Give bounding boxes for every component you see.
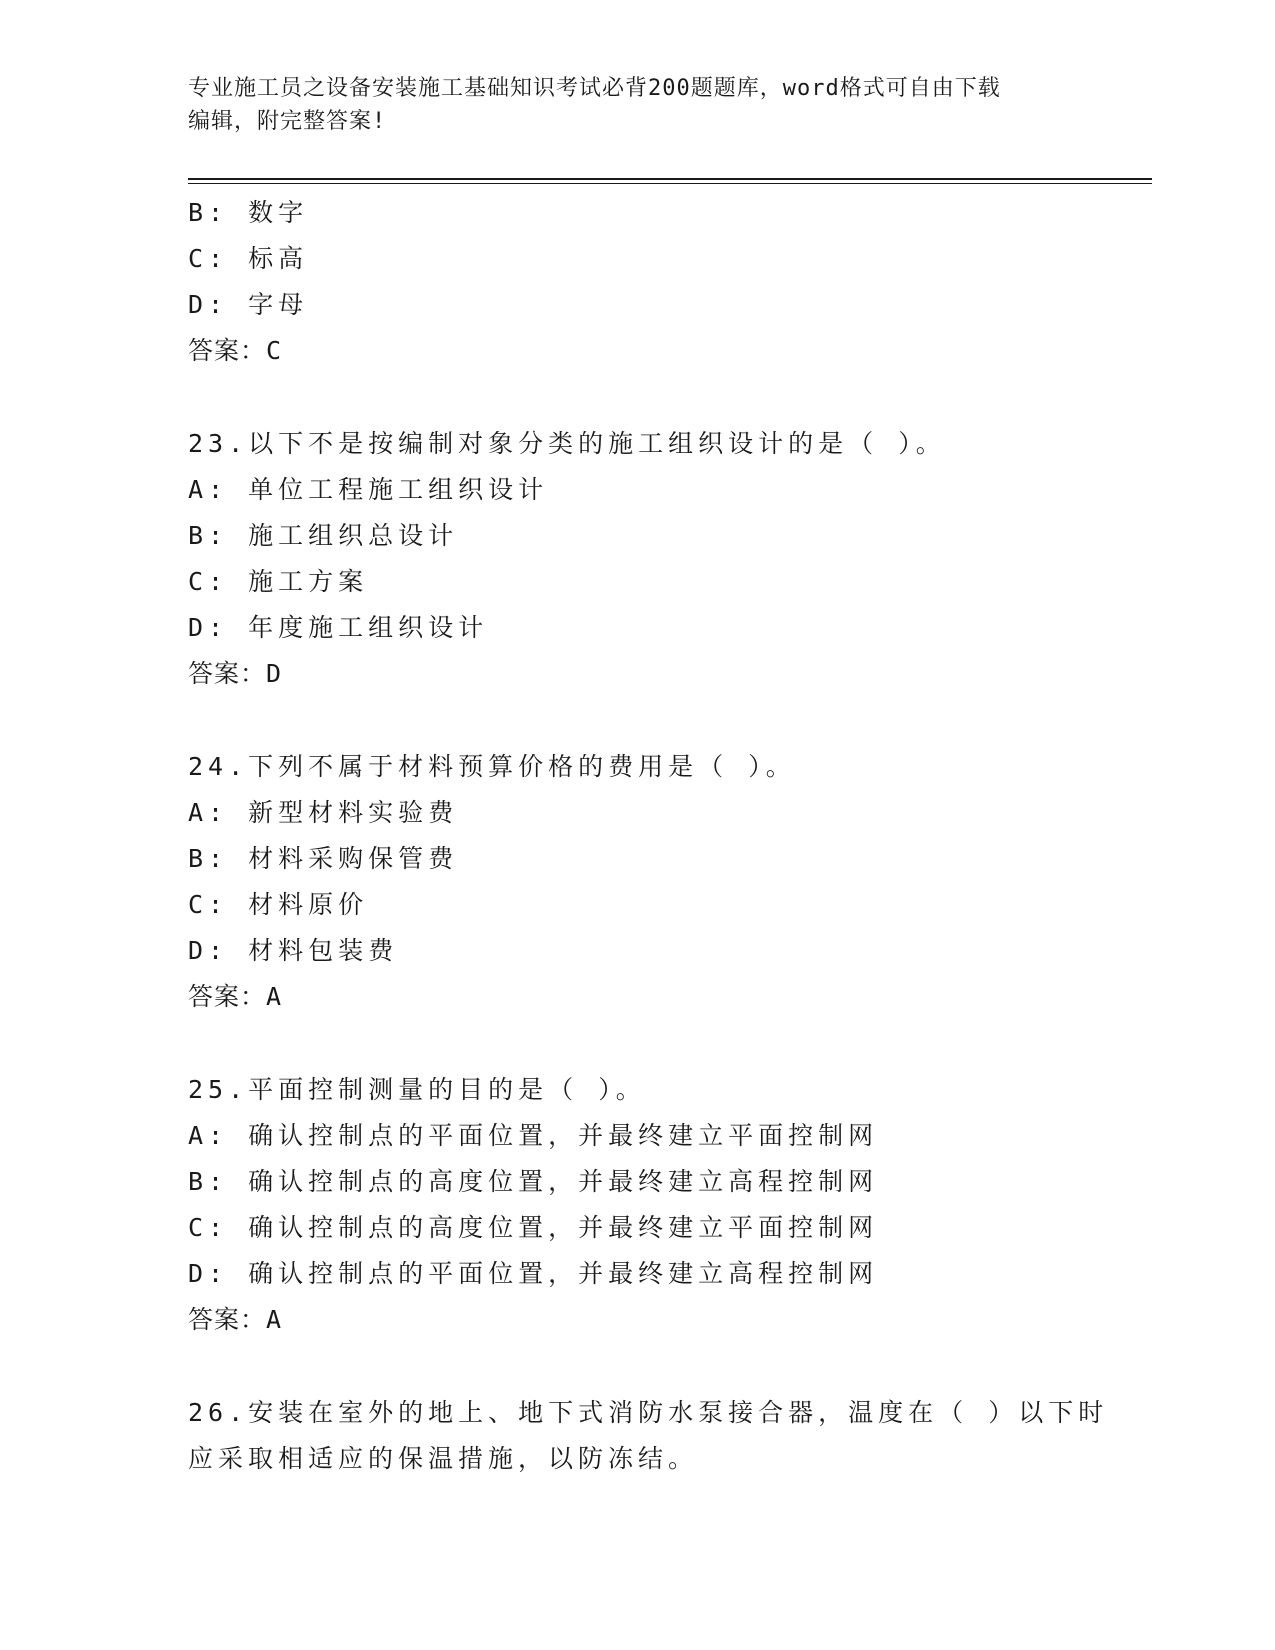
option-a: A: 新型材料实验费 <box>188 798 459 827</box>
spacer <box>188 1343 1088 1390</box>
question-text: 24.下列不属于材料预算价格的费用是（ ）。 <box>188 752 796 781</box>
question-text: 23.以下不是按编制对象分类的施工组织设计的是（ ）。 <box>188 429 946 458</box>
question-list <box>188 190 1109 1482</box>
option-a: A: 单位工程施工组织设计 <box>188 475 549 504</box>
question-22-block <box>188 190 1088 374</box>
answer-value: D <box>266 659 283 688</box>
answer-label: 答案： <box>188 982 267 1011</box>
question-25-block <box>188 1067 1088 1343</box>
answer-line <box>188 328 1088 374</box>
option-d: D: 确认控制点的平面位置，并最终建立高程控制网 <box>188 1259 879 1288</box>
answer-value: A <box>266 982 283 1011</box>
header-title-line-1: 专业施工员之设备安装施工基础知识考试必背200题题库，word格式可自由下载 <box>188 76 1001 101</box>
header-title-line-2: 编辑，附完整答案! <box>188 109 387 134</box>
option-b: B: 数字 <box>188 198 309 227</box>
question-24-block <box>188 744 1088 1020</box>
answer-line <box>188 974 1088 1020</box>
answer-label: 答案： <box>188 1305 267 1334</box>
option-c: C: 施工方案 <box>188 567 369 596</box>
spacer <box>188 1020 1088 1067</box>
option-d: D: 材料包装费 <box>188 936 399 965</box>
answer-line <box>188 1297 1088 1343</box>
question-23-block <box>188 421 1088 697</box>
spacer <box>188 374 1088 421</box>
answer-value: C <box>266 336 283 365</box>
answer-line <box>188 651 1088 697</box>
option-b: B: 确认控制点的高度位置，并最终建立高程控制网 <box>188 1167 879 1196</box>
option-d: D: 字母 <box>188 290 309 319</box>
question-text-line-2: 应采取相适应的保温措施，以防冻结。 <box>188 1444 699 1473</box>
question-26-block <box>188 1390 1109 1482</box>
question-text: 25.平面控制测量的目的是（ ）。 <box>188 1075 646 1104</box>
document-header <box>188 72 1088 138</box>
header-rule-thick <box>188 178 1152 180</box>
header-rule-thin <box>188 183 1152 184</box>
option-d: D: 年度施工组织设计 <box>188 613 489 642</box>
option-c: C: 材料原价 <box>188 890 369 919</box>
answer-label: 答案： <box>188 659 267 688</box>
option-b: B: 材料采购保管费 <box>188 844 459 873</box>
answer-label: 答案： <box>188 336 267 365</box>
question-text-line-1: 26.安装在室外的地上、地下式消防水泵接合器，温度在（ ）以下时 <box>188 1398 1109 1427</box>
spacer <box>188 697 1088 744</box>
answer-value: A <box>266 1305 283 1334</box>
option-b: B: 施工组织总设计 <box>188 521 459 550</box>
option-c: C: 确认控制点的高度位置，并最终建立平面控制网 <box>188 1213 879 1242</box>
option-c: C: 标高 <box>188 244 309 273</box>
option-a: A: 确认控制点的平面位置，并最终建立平面控制网 <box>188 1121 879 1150</box>
